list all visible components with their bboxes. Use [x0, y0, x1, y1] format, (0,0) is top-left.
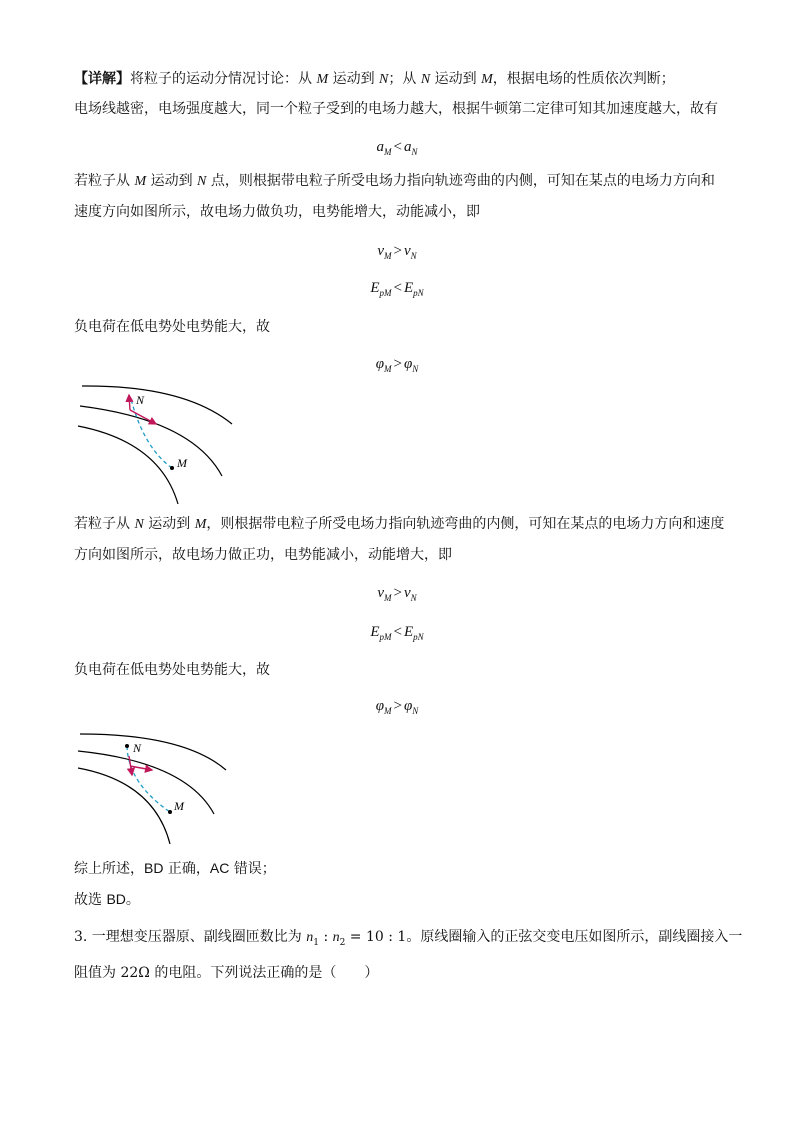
field-line — [80, 406, 222, 476]
trajectory-dashed — [131, 399, 172, 468]
case1-line-3: 负电荷在低电势处电势能大，故 — [74, 319, 270, 335]
case1-line-2: 速度方向如图所示，故电场力做负功，电势能增大，动能减小，即 — [74, 204, 480, 220]
question-number: 3. — [74, 929, 88, 945]
field-line — [78, 768, 170, 844]
case2-field-diagram — [74, 728, 254, 848]
case1-equation-velocity: $v_M > v_N$ — [377, 243, 417, 261]
detail-line-2: 电场线越密，电场强度越大，同一个粒子受到的电场力越大，根据牛顿第二定律可知其加速度越大，故有 — [74, 101, 718, 117]
case1-equation-energy: $E_{pM} < E_{pN}$ — [370, 280, 424, 298]
case2-line-2: 方向如图所示，故电场力做正功，电势能减小，动能增大，即 — [74, 547, 452, 563]
trajectory-dashed — [127, 746, 170, 812]
field-line — [78, 426, 178, 504]
label-m: M — [177, 456, 187, 470]
velocity-arrow — [129, 395, 130, 410]
case2-equation-velocity: $v_M > v_N$ — [377, 585, 417, 603]
case2-equation-energy: $E_{pM} < E_{pN}$ — [370, 624, 424, 642]
equation-acceleration: $a_M < a_N$ — [376, 139, 418, 157]
case2-line-3: 负电荷在低电势处电势能大，故 — [74, 662, 270, 678]
summary-line-2: 故选 BD。 — [74, 891, 140, 908]
case1-field-diagram — [74, 380, 254, 510]
point-m — [170, 466, 174, 470]
field-line — [78, 751, 214, 814]
case2-equation-potential: $\varphi_M > \varphi_N$ — [375, 698, 419, 716]
question-3-line-1: 3. 一理想变压器原、副线圈匝数比为 $n_1$ : $n_2 = 10$ : 1。原线圈输入的正弦交变电压如图所示，副线圈接入一 — [74, 929, 743, 948]
label-n: N — [136, 393, 145, 407]
detail-line-1: 【详解】将粒子的运动分情况讨论：从 M 运动到 N；从 N 运动到 M，根据电场的性质依次判断； — [74, 71, 675, 87]
point-m — [168, 810, 172, 814]
label-m: M — [174, 799, 184, 813]
point-n — [125, 744, 129, 748]
force-arrow — [130, 766, 152, 770]
label-n: N — [133, 741, 142, 755]
summary-line-1: 综上所述，BD 正确，AC 错误； — [74, 860, 276, 877]
case1-line-1: 若粒子从 M 运动到 N 点，则根据带电粒子所受电场力指向轨迹弯曲的内侧，可知在某点的电场力方向和 — [74, 173, 715, 189]
detail-tag: 【详解】 — [74, 71, 130, 87]
case2-line-1: 若粒子从 N 运动到 M，则根据带电粒子所受电场力指向轨迹弯曲的内侧，可知在某点的电场力方向和速度 — [74, 516, 725, 532]
field-line — [82, 386, 232, 424]
question-3-line-2: 阻值为 22Ω 的电阻。下列说法正确的是（ ） — [74, 965, 379, 981]
case1-equation-potential: $\varphi_M > \varphi_N$ — [375, 356, 419, 374]
field-line — [80, 734, 226, 770]
